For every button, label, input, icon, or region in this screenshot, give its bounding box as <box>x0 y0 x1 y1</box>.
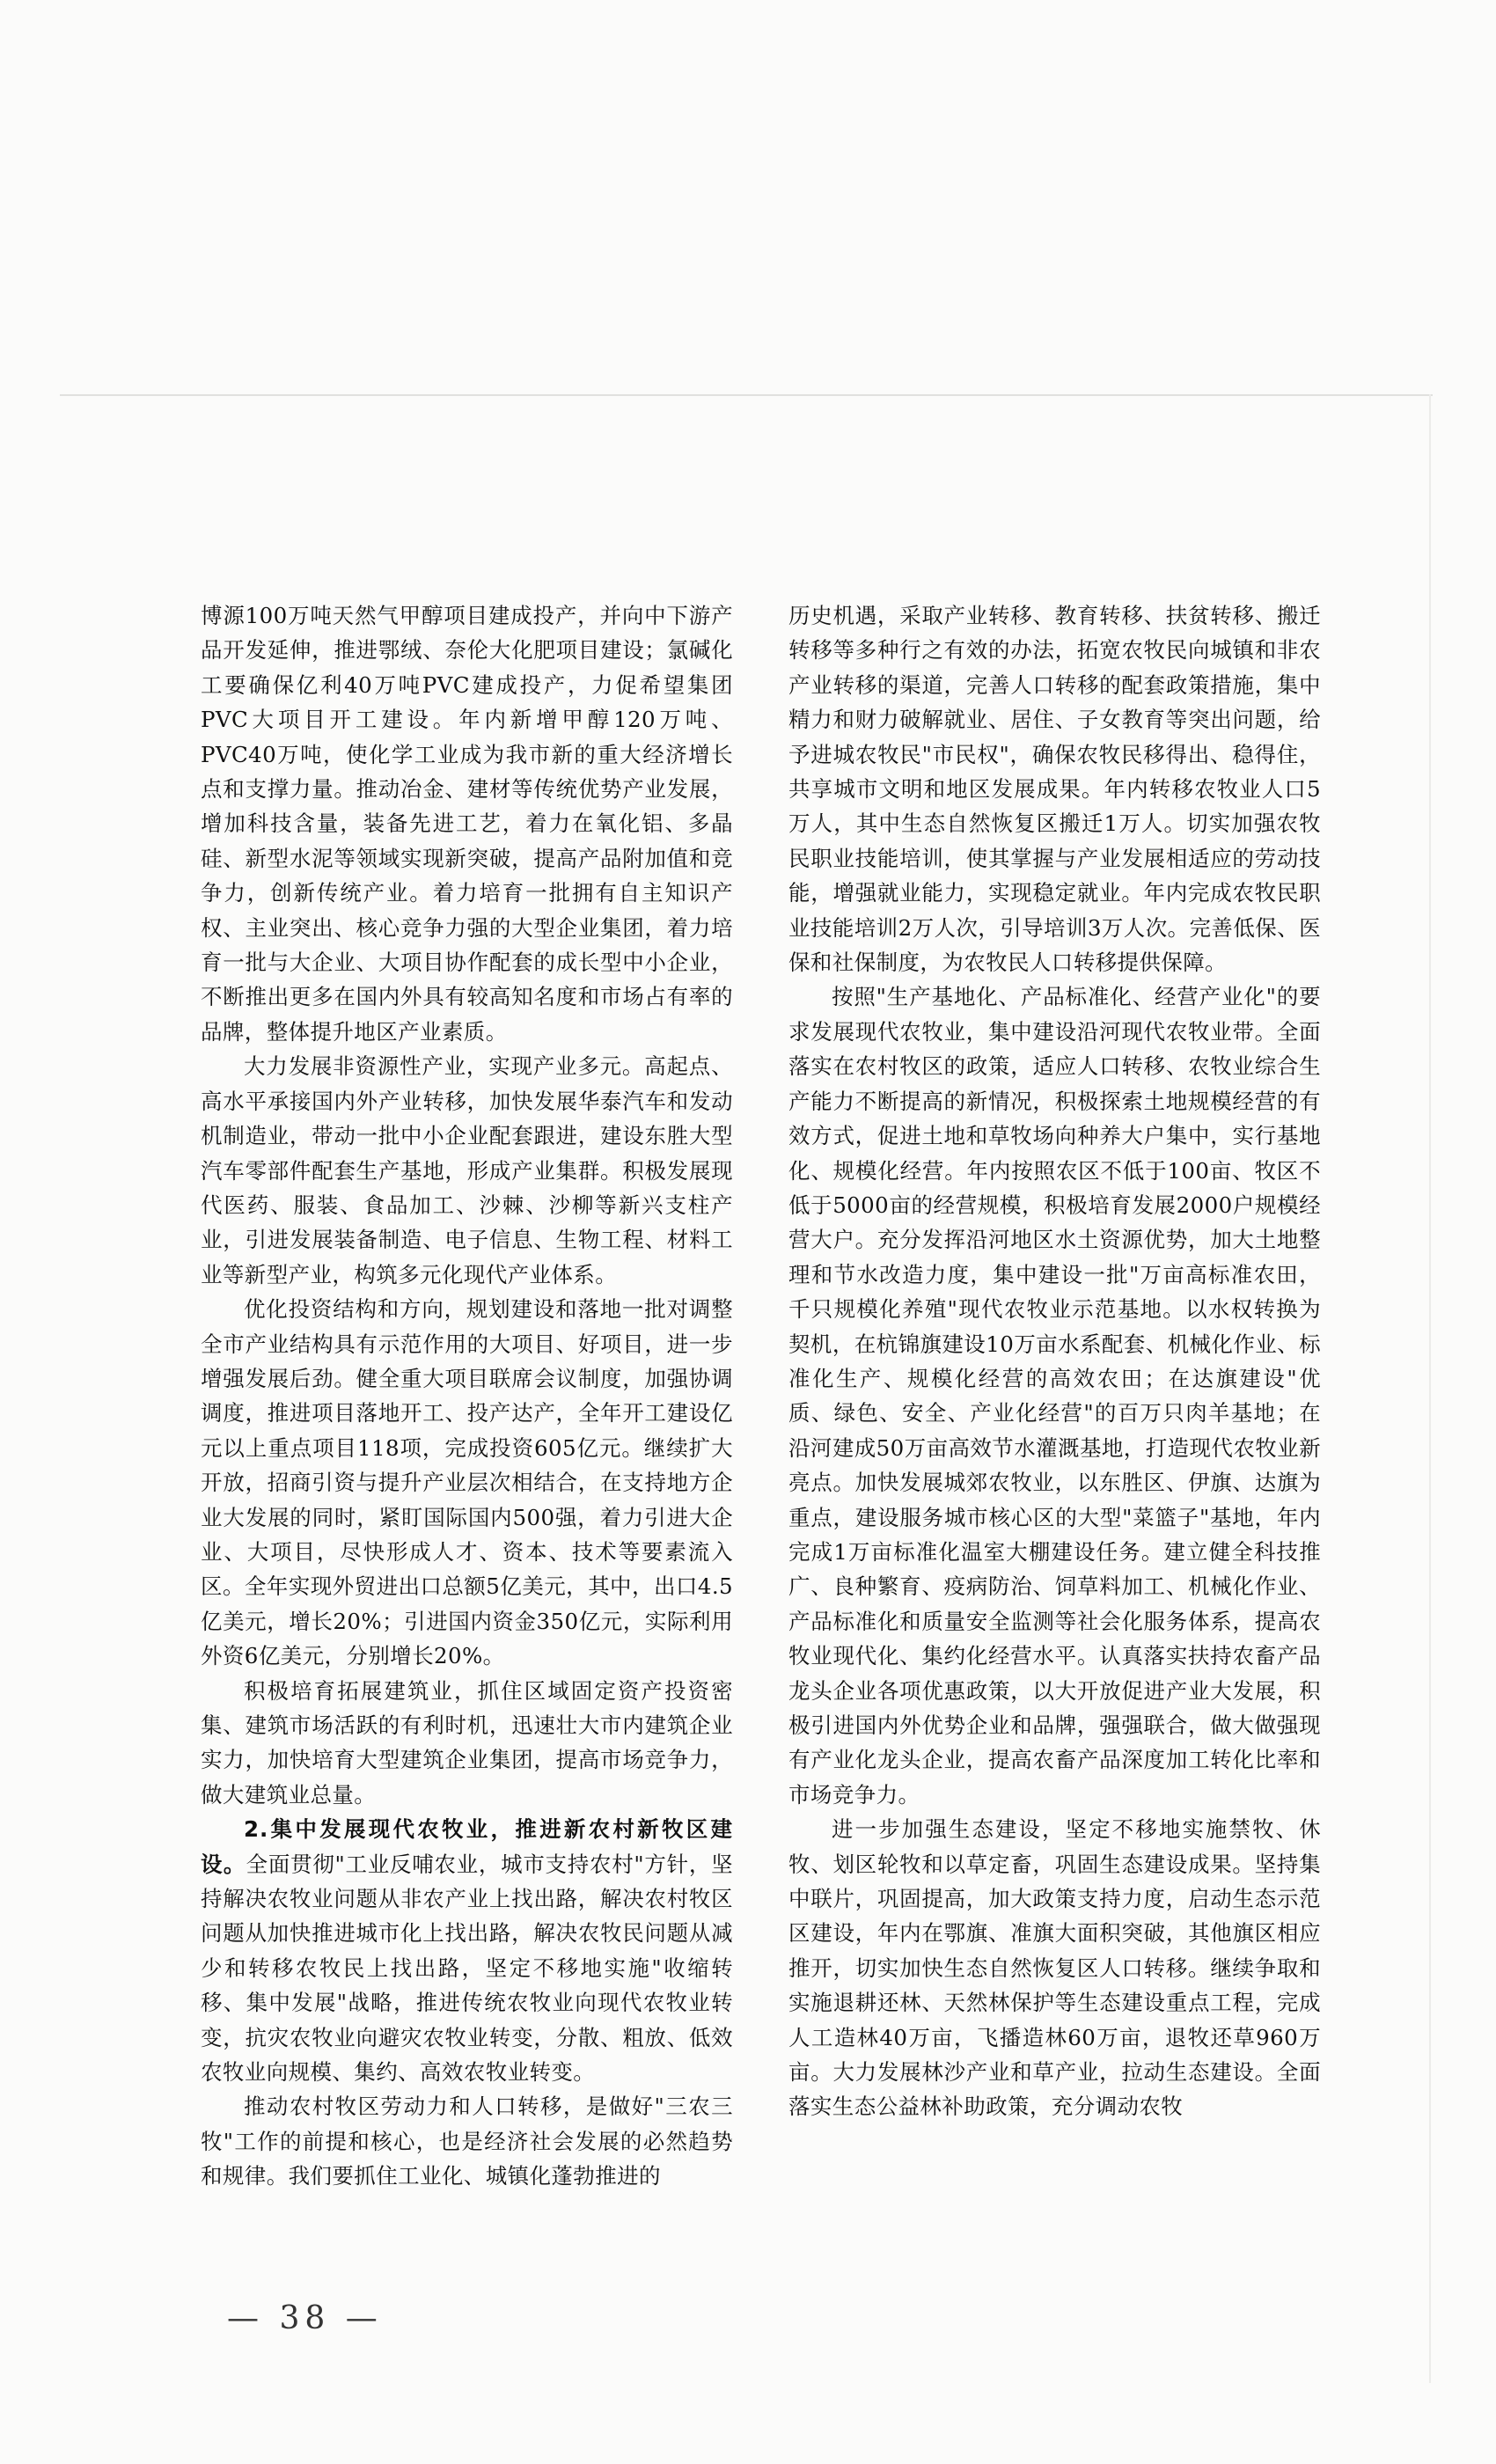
page-number: — 38 — <box>227 2300 383 2336</box>
page-right-rule <box>1429 394 1431 2383</box>
left-paragraph-3: 优化投资结构和方向，规划建设和落地一批对调整全市产业结构具有示范作用的大项目、好项目，进一步增强发展后劲。健全重大项目联席会议制度，加强协调调度，推进项目落地开工、投产达产，全年开工建设亿元以上重点项目118项，完成投资605亿元。继续扩大开放，招商引资与提升产业层次相结合，在支持地方企业大发展的同时，紧盯国际国内500强，着力引进大企业、大项目，尽快形成人才、资本、技术等要素流入区。全年实现外贸进出口总额5亿美元，其中，出口4.5亿美元，增长20%；引进国内资金350亿元，实际利用外资6亿美元，分别增长20%。 <box>201 1296 733 1669</box>
section-heading: 2.集中发展现代农牧业，推进新农村新牧区建设。 <box>201 1816 733 1877</box>
left-paragraph-4: 积极培育拓展建筑业，抓住区域固定资产投资密集、建筑市场活跃的有利时机，迅速壮大市内建筑企业实力，加快培育大型建筑企业集团，提高市场竞争力，做大建筑业总量。 <box>201 1677 733 1808</box>
right-paragraph-3: 进一步加强生态建设，坚定不移地实施禁牧、休牧、划区轮牧和以草定畜，巩固生态建设成果。坚持集中联片，巩固提高，加大政策支持力度，启动生态示范区建设，年内在鄂旗、准旗大面积突破，其他旗区相应推开，切实加快生态自然恢复区人口转移。继续争取和实施退耕还林、天然林保护等生态建设重点工程，完成人工造林40万亩，飞播造林60万亩，退牧还草960万亩。大力发展林沙产业和草产业，拉动生态建设。全面落实生态公益林补助政策，充分调动农牧 <box>788 1816 1321 2120</box>
left-paragraph-5-body: 全面贯彻"工业反哺农业，城市支持农村"方针，坚持解决农牧业问题从非农产业上找出路，解决农村牧区问题从加快推进城市化上找出路，解决农牧民问题从减少和转移农牧民上找出路，坚定不移地实施"收缩转移、集中发展"战略，推进传统农牧业向现代农牧业转变，抗灾农牧业向避灾农牧业转变，分散、粗放、低效农牧业向规模、集约、高效农牧业转变。 <box>201 1851 733 2086</box>
left-paragraph-1: 博源100万吨天然气甲醇项目建成投产，并向中下游产品开发延伸，推进鄂绒、奈伦大化肥项目建设；氯碱化工要确保亿利40万吨PVC建成投产，力促希望集团PVC大项目开工建设。年内新增甲醇120万吨、PVC40万吨，使化学工业成为我市新的重大经济增长点和支撑力量。推动冶金、建材等传统优势产业发展，增加科技含量，装备先进工艺，着力在氧化铝、多晶硅、新型水泥等领域实现新突破，提高产品附加值和竞争力，创新传统产业。着力培育一批拥有自主知识产权、主业突出、核心竞争力强的大型企业集团，着力培育一批与大企业、大项目协作配套的成长型中小企业，不断推出更多在国内外具有较高知名度和市场占有率的品牌，整体提升地区产业素质。 <box>201 603 733 1045</box>
left-paragraph-6: 推动农村牧区劳动力和人口转移，是做好"三农三牧"工作的前提和核心，也是经济社会发展的必然趋势和规律。我们要抓住工业化、城镇化蓬勃推进的 <box>201 2094 733 2189</box>
left-paragraph-5 <box>201 1812 733 2089</box>
right-paragraph-1: 历史机遇，采取产业转移、教育转移、扶贫转移、搬迁转移等多种行之有效的办法，拓宽农牧民向城镇和非农产业转移的渠道，完善人口转移的配套政策措施，集中精力和财力破解就业、居住、子女教育等突出问题，给予进城农牧民"市民权"，确保农牧民移得出、稳得住，共享城市文明和地区发展成果。年内转移农牧业人口5万人，其中生态自然恢复区搬迁1万人。切实加强农牧民职业技能培训，使其掌握与产业发展相适应的劳动技能，增强就业能力，实现稳定就业。年内完成农牧民职业技能培训2万人次，引导培训3万人次。完善低保、医保和社保制度，为农牧民人口转移提供保障。 <box>788 603 1321 976</box>
left-column <box>201 598 733 2194</box>
page-top-rule <box>60 394 1433 396</box>
left-paragraph-2: 大力发展非资源性产业，实现产业多元。高起点、高水平承接国内外产业转移，加快发展华泰汽车和发动机制造业，带动一批中小企业配套跟进，建设东胜大型汽车零部件配套生产基地，形成产业集群。积极发展现代医药、服装、食品加工、沙棘、沙柳等新兴支柱产业，引进发展装备制造、电子信息、生物工程、材料工业等新型产业，构筑多元化现代产业体系。 <box>201 1053 733 1287</box>
right-paragraph-2: 按照"生产基地化、产品标准化、经营产业化"的要求发展现代农牧业，集中建设沿河现代农牧业带。全面落实在农村牧区的政策，适应人口转移、农牧业综合生产能力不断提高的新情况，积极探索土地规模经营的有效方式，促进土地和草牧场向种养大户集中，实行基地化、规模化经营。年内按照农区不低于100亩、牧区不低于5000亩的经营规模，积极培育发展2000户规模经营大户。充分发挥沿河地区水土资源优势，加大土地整理和节水改造力度，集中建设一批"万亩高标准农田，千只规模化养殖"现代农牧业示范基地。以水权转换为契机，在杭锦旗建设10万亩水系配套、机械化作业、标准化生产、规模化经营的高效农田；在达旗建设"优质、绿色、安全、产业化经营"的百万只肉羊基地；在沿河建成50万亩高效节水灌溉基地，打造现代农牧业新亮点。加快发展城郊农牧业，以东胜区、伊旗、达旗为重点，建设服务城市核心区的大型"菜篮子"基地，年内完成1万亩标准化温室大棚建设任务。建立健全科技推广、良种繁育、疫病防治、饲草料加工、机械化作业、产品标准化和质量安全监测等社会化服务体系，提高农牧业现代化、集约化经营水平。认真落实扶持农畜产品龙头企业各项优惠政策，以大开放促进产业大发展，积极引进国内外优势企业和品牌，强强联合，做大做强现有产业化龙头企业，提高农畜产品深度加工转化比率和市场竞争力。 <box>788 984 1321 1808</box>
right-column <box>788 598 1321 2124</box>
